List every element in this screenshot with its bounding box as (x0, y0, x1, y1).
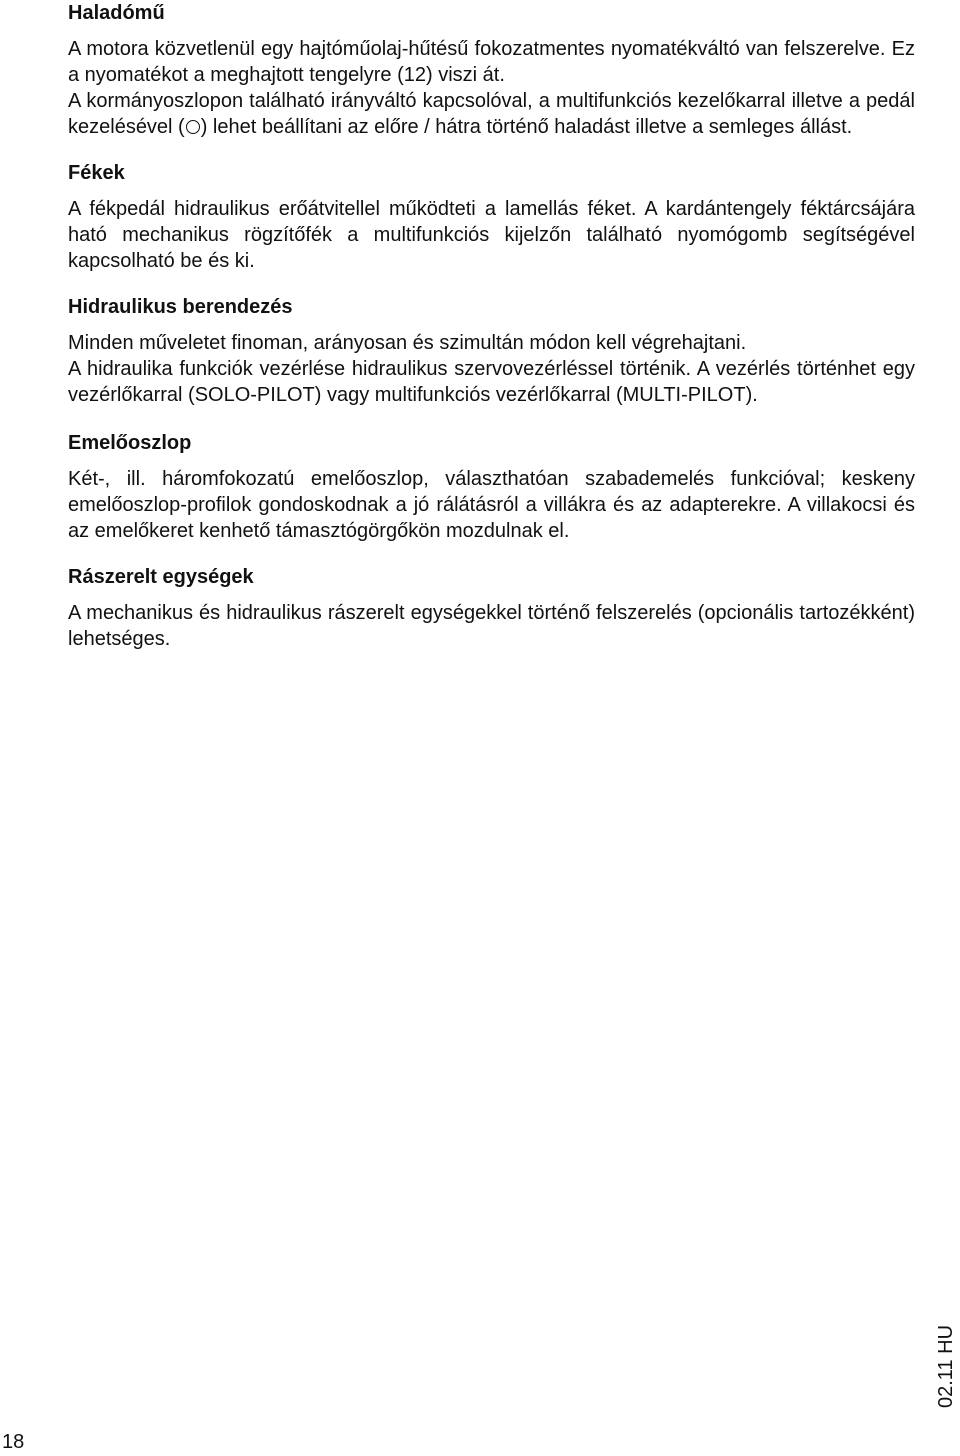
section-heading-raszerelt: Rászerelt egységek (68, 566, 254, 588)
document-body (68, 0, 915, 672)
paragraph-haladomu-2-text-b: ) lehet beállítani az előre / hátra történő haladást illetve a semleges állást. (200, 116, 853, 138)
paragraph-hidraulikus-1: Minden műveletet finoman, arányosan és szimultán módon kell végrehajtani. (68, 332, 747, 354)
section-hidraulikus (68, 294, 915, 408)
section-heading-hidraulikus: Hidraulikus berendezés (68, 296, 293, 318)
section-fekek (68, 160, 915, 274)
circle-icon (186, 120, 200, 134)
page-number: 18 (2, 1431, 25, 1453)
paragraph-hidraulikus-2: A hidraulika funkciók vezérlése hidraulikus szervovezérléssel történik. A vezérlés történhet egy vezérlőkarral (SOLO-PILOT) vagy multifunkciós vezérlőkarral (MULTI-PILOT). (68, 358, 915, 406)
section-raszerelt (68, 564, 915, 652)
section-heading-fekek: Fékek (68, 162, 125, 184)
paragraph-emelooszlop-1: Két-, ill. háromfokozatú emelőoszlop, választhatóan szabademelés funkcióval; keskeny emelőoszlop-profilok gondoskodnak a jó rálátásról a villákra és az adapterekre. A villakocsi és az emelőkeret kenhető támasztógörgőkön mozdulnak el. (68, 468, 915, 542)
paragraph-fekek-1: A fékpedál hidraulikus erőátvitellel működteti a lamellás féket. A kardántengely féktárcsájára ható mechanikus rögzítőfék a multifunkciós kijelzőn található nyomógomb segítségével kapcsolható be és ki. (68, 198, 915, 272)
section-heading-haladomu: Haladómű (68, 2, 165, 24)
paragraph-haladomu-2-text-a: A kormányoszlopon található irányváltó kapcsolóval, a multifunkciós kezelőkarral illetve a pedál kezelésével ( (68, 90, 915, 138)
paragraph-haladomu-2 (68, 88, 915, 140)
paragraph-haladomu-1: A motora közvetlenül egy hajtóműolaj-hűtésű fokozatmentes nyomatékváltó van felszerelve. Ez a nyomatékot a meghajtott tengelyre (12) viszi át. (68, 38, 915, 86)
document-code: 02.11 HU (935, 1324, 957, 1408)
section-heading-emelooszlop: Emelőoszlop (68, 432, 192, 454)
paragraph-raszerelt-1: A mechanikus és hidraulikus rászerelt egységekkel történő felszerelés (opcionális tartozékként) lehetséges. (68, 602, 915, 650)
section-haladomu (68, 0, 915, 140)
section-emelooszlop (68, 430, 915, 544)
